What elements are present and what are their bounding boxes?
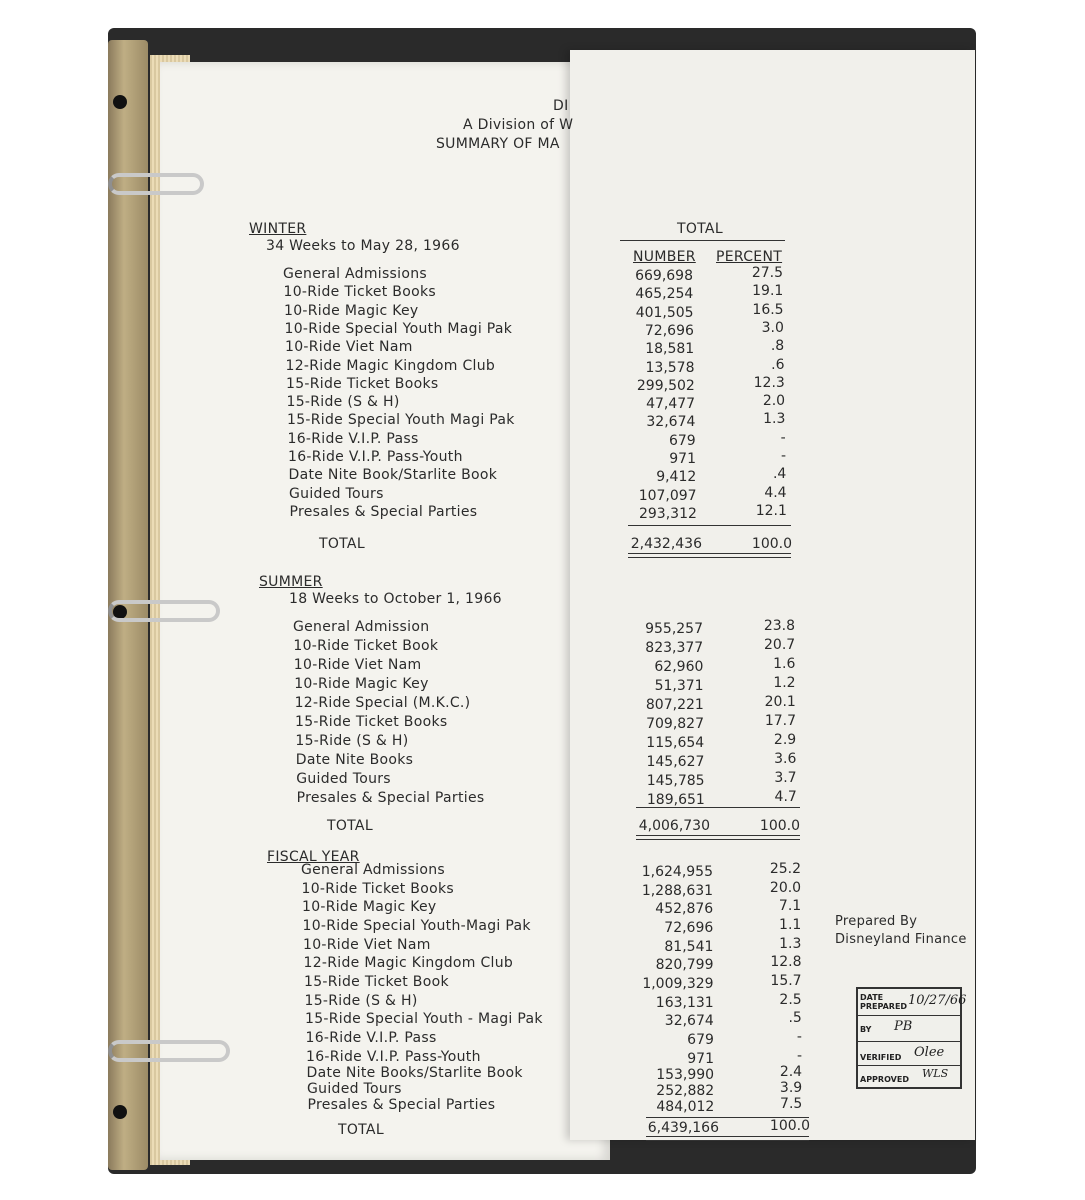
binder-ring — [108, 1040, 230, 1062]
row-label: 12-Ride Special (M.K.C.) — [294, 695, 471, 711]
row-percent: 1.3 — [779, 936, 802, 952]
stamp-approved-label: APPROVED — [860, 1075, 909, 1084]
row-label: 10-Ride Viet Nam — [285, 339, 413, 356]
row-percent: 12.3 — [753, 374, 785, 391]
row-percent: 2.0 — [762, 393, 786, 410]
row-label: 10-Ride Magic Key — [284, 302, 419, 319]
row-percent: - — [780, 448, 786, 464]
row-number: 163,131 — [655, 995, 714, 1011]
row-number: 484,012 — [656, 1099, 715, 1115]
row-percent: 1.3 — [763, 411, 786, 428]
row-percent: 1.2 — [773, 675, 796, 691]
row-label: Presales & Special Parties — [296, 790, 485, 806]
fiscal-total-number: 6,439,166 — [647, 1120, 719, 1136]
row-label: 15-Ride (S & H) — [295, 733, 409, 749]
row-percent: 20.7 — [764, 637, 796, 653]
header-line-1: DI — [553, 98, 569, 114]
subtotal-rule — [636, 807, 800, 808]
binder-hole — [113, 1105, 127, 1119]
prepared-by-department: Disneyland Finance — [835, 932, 967, 947]
row-number: 13,578 — [645, 359, 695, 376]
row-number: 679 — [687, 1032, 714, 1048]
total-double-rule — [628, 553, 791, 558]
row-label: 10-Ride Special Youth-Magi Pak — [302, 918, 531, 934]
row-percent: .6 — [771, 356, 785, 373]
row-percent: 12.1 — [755, 502, 787, 519]
row-number: 145,785 — [646, 773, 705, 789]
row-number: 32,674 — [664, 1013, 714, 1029]
section-title-summer: SUMMER — [259, 574, 323, 590]
row-number: 401,505 — [635, 304, 694, 321]
summer-total-number: 4,006,730 — [638, 818, 710, 834]
row-percent: 19.1 — [752, 283, 784, 300]
row-number: 115,654 — [646, 735, 705, 751]
row-label: General Admissions — [283, 266, 427, 282]
row-number: 820,799 — [655, 957, 714, 973]
row-label: Presales & Special Parties — [289, 503, 478, 520]
row-number: 971 — [687, 1051, 714, 1067]
row-number: 72,696 — [644, 322, 694, 339]
row-number: 299,502 — [636, 377, 695, 394]
row-number: 153,990 — [656, 1067, 715, 1083]
row-percent: 15.7 — [770, 973, 802, 989]
row-number: 679 — [668, 432, 696, 449]
row-label: 12-Ride Magic Kingdom Club — [303, 955, 514, 971]
row-label: 10-Ride Viet Nam — [303, 937, 431, 953]
row-percent: 3.0 — [761, 319, 784, 336]
row-percent: 20.0 — [769, 880, 802, 896]
row-number: 252,882 — [656, 1083, 715, 1099]
row-label: Date Nite Books/Starlite Book — [306, 1065, 523, 1081]
row-label: 10-Ride Magic Key — [302, 899, 437, 915]
stamp-date-value: 10/27/66 — [908, 993, 967, 1008]
summer-total-percent: 100.0 — [759, 818, 800, 834]
row-percent: 1.1 — [779, 917, 802, 933]
row-label: 10-Ride Ticket Book — [293, 638, 439, 654]
row-percent: - — [780, 429, 786, 446]
row-number: 9,412 — [656, 469, 697, 486]
row-number: 72,696 — [664, 920, 714, 936]
row-label: 15-Ride Special Youth - Magi Pak — [305, 1011, 543, 1027]
row-label: 10-Ride Viet Nam — [293, 657, 422, 673]
row-label: Presales & Special Parties — [307, 1097, 496, 1113]
column-header-number: NUMBER — [633, 249, 696, 265]
row-label: 16-Ride V.I.P. Pass-Youth — [288, 449, 463, 465]
row-percent: 4.7 — [774, 789, 797, 805]
row-percent: 3.6 — [774, 751, 797, 767]
winter-total-number: 2,432,436 — [630, 536, 702, 552]
row-label: 12-Ride Magic Kingdom Club — [285, 357, 496, 374]
fiscal-total-percent: 100.0 — [769, 1118, 810, 1134]
stamp-verified-value: Olee — [914, 1045, 945, 1060]
approval-stamp — [856, 987, 967, 1089]
row-number: 107,097 — [638, 487, 697, 504]
subtotal-rule — [628, 525, 791, 526]
row-percent: 12.8 — [770, 954, 802, 970]
row-number: 293,312 — [638, 505, 697, 522]
binder-ring — [108, 600, 220, 622]
row-percent: 25.2 — [769, 861, 801, 877]
stamp-by-label: BY — [860, 1025, 872, 1034]
row-percent: 27.5 — [751, 265, 783, 281]
row-percent: .4 — [772, 466, 787, 483]
column-header-total: TOTAL — [677, 221, 723, 237]
row-percent: 17.7 — [764, 713, 796, 729]
row-number: 62,960 — [654, 659, 704, 675]
stamp-by-value: PB — [894, 1019, 913, 1034]
row-number: 18,581 — [645, 341, 695, 358]
binder-hole — [113, 95, 127, 109]
row-percent: 20.1 — [764, 694, 796, 710]
row-percent: .5 — [788, 1010, 802, 1026]
row-percent: 23.8 — [763, 618, 795, 634]
row-percent: 7.5 — [780, 1096, 803, 1112]
row-number: 452,876 — [655, 901, 714, 917]
row-number: 1,624,955 — [641, 864, 713, 880]
row-label: General Admissions — [301, 862, 445, 878]
row-number: 1,288,631 — [641, 883, 714, 899]
row-number: 51,371 — [654, 678, 704, 694]
winter-total-percent: 100.0 — [751, 536, 792, 552]
stamp-verified-label: VERIFIED — [860, 1053, 902, 1062]
row-percent: 2.9 — [773, 732, 797, 748]
stamp-date-label: DATE PREPARED — [860, 993, 908, 1011]
row-number: 709,827 — [646, 716, 704, 732]
row-label: 15-Ride (S & H) — [304, 993, 418, 1009]
total-double-rule — [646, 1136, 809, 1141]
column-header-rule — [620, 240, 785, 241]
section-subtitle-summer: 18 Weeks to October 1, 1966 — [289, 591, 502, 607]
total-double-rule — [636, 835, 800, 840]
summer-total-label: TOTAL — [327, 818, 373, 834]
row-number: 32,674 — [646, 414, 696, 431]
row-number: 145,627 — [646, 754, 705, 770]
row-label: 10-Ride Magic Key — [294, 676, 429, 692]
row-number: 47,477 — [646, 396, 696, 413]
section-title-fiscal: FISCAL YEAR — [267, 849, 360, 865]
row-number: 189,651 — [646, 792, 705, 808]
row-label: 15-Ride (S & H) — [286, 394, 400, 411]
row-number: 1,009,329 — [642, 976, 714, 992]
row-label: 16-Ride V.I.P. Pass — [287, 430, 419, 447]
row-number: 465,254 — [635, 286, 694, 303]
row-label: Guided Tours — [307, 1081, 402, 1097]
section-title-winter: WINTER — [249, 221, 307, 237]
column-header-percent: PERCENT — [716, 249, 783, 265]
row-number: 807,221 — [645, 697, 704, 713]
header-line-2: A Division of W — [463, 117, 574, 133]
row-percent: 2.4 — [779, 1064, 803, 1080]
row-label: 16-Ride V.I.P. Pass-Youth — [306, 1049, 481, 1065]
section-subtitle-winter: 34 Weeks to May 28, 1966 — [266, 238, 460, 254]
row-label: 10-Ride Ticket Books — [283, 284, 436, 301]
row-label: 10-Ride Special Youth Magi Pak — [284, 320, 513, 337]
row-number: 669,698 — [635, 268, 693, 284]
row-percent: - — [796, 1048, 802, 1064]
row-number: 823,377 — [645, 640, 704, 656]
row-percent: - — [796, 1029, 802, 1045]
row-label: 16-Ride V.I.P. Pass — [305, 1030, 437, 1046]
header-line-3: SUMMARY OF MA — [436, 136, 560, 152]
row-label: 15-Ride Ticket Books — [286, 375, 439, 392]
row-percent: 4.4 — [764, 484, 787, 501]
row-label: 15-Ride Ticket Book — [304, 974, 449, 990]
row-label: Guided Tours — [289, 485, 384, 502]
row-number: 81,541 — [664, 939, 714, 955]
row-label: 15-Ride Special Youth Magi Pak — [287, 412, 515, 429]
row-number: 955,257 — [645, 621, 703, 637]
row-label: Date Nite Book/Starlite Book — [288, 467, 498, 484]
binder-ring — [108, 173, 204, 195]
row-percent: 16.5 — [752, 301, 784, 318]
row-label: General Admission — [293, 619, 430, 635]
row-label: Guided Tours — [296, 771, 391, 787]
row-label: Date Nite Books — [295, 752, 414, 768]
row-percent: 3.9 — [779, 1080, 803, 1096]
row-percent: 3.7 — [774, 770, 797, 786]
row-percent: 2.5 — [779, 992, 802, 1008]
prepared-by-label: Prepared By — [835, 914, 918, 929]
row-label: 15-Ride Ticket Books — [295, 714, 448, 730]
row-percent: .8 — [770, 338, 785, 355]
stamp-approved-value: WLS — [922, 1067, 949, 1080]
row-percent: 7.1 — [778, 898, 802, 914]
row-label: 10-Ride Ticket Books — [301, 881, 454, 897]
row-number: 971 — [669, 451, 696, 467]
fiscal-total-label: TOTAL — [338, 1122, 384, 1138]
row-percent: 1.6 — [773, 656, 796, 672]
winter-total-label: TOTAL — [319, 536, 365, 552]
